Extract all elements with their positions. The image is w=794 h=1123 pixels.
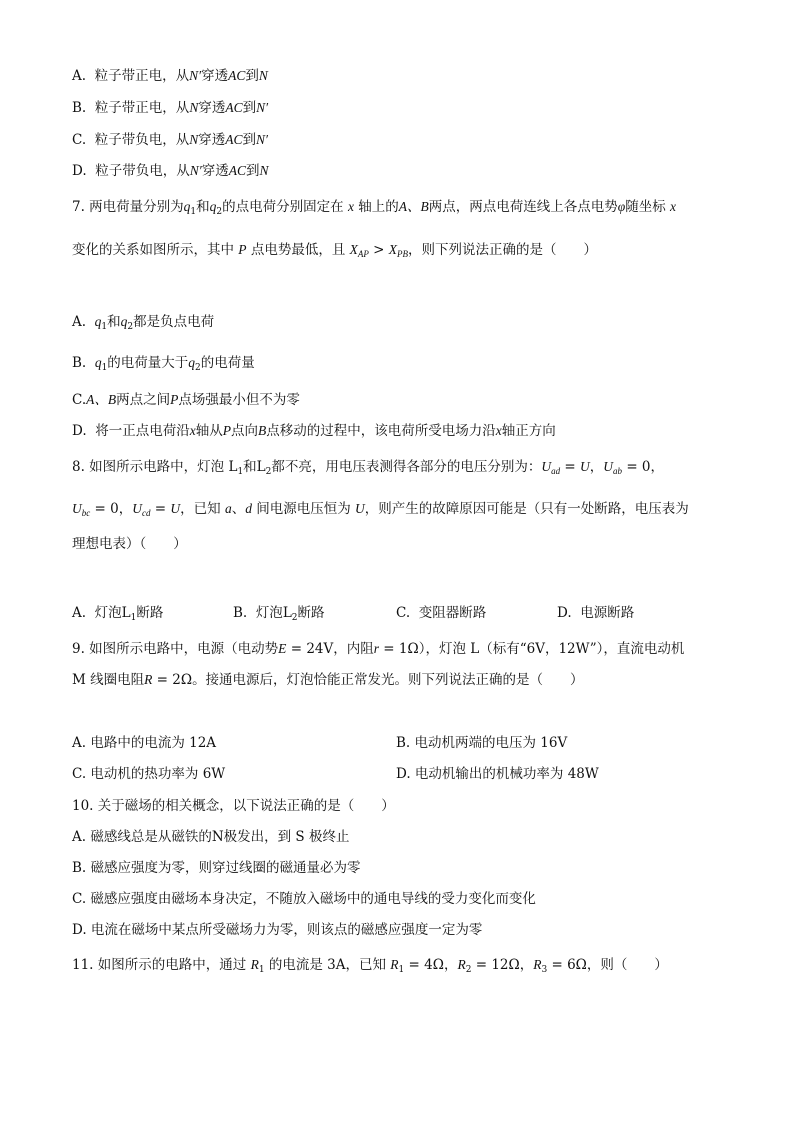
q8-option-d: D. 电源断路 — [557, 605, 635, 621]
q10-option-c: C. 磁感应强度由磁场本身决定，不随放入磁场中的通电导线的受力变化而变化 — [72, 891, 536, 907]
q10-option-a: A. 磁感线总是从磁铁的N极发出，到 S 极终止 — [72, 829, 350, 845]
q8-option-a: A. 灯泡$L_1$断路 — [72, 605, 164, 623]
q7-stem-line2: 变化的关系如图所示，其中 P 点电势最低，且 $X_{AP} > X_{PB}$，则下列说法正确的是（ ） — [72, 242, 598, 259]
q6-option-d: D. 粒子带负电，从N′穿透AC到N — [72, 163, 269, 179]
q8-stem-line3: 理想电表）（ ） — [72, 536, 187, 552]
q8-stem-line1: 8. 如图所示电路中，灯泡 $L_1$和$L_2$都不亮，用电压表测得各部分的电压分别为：$U_{ad} = U$，$U_{ab} = 0$， — [72, 459, 665, 477]
q8-option-c: C. 变阻器断路 — [396, 605, 487, 621]
q9-option-a: A. 电路中的电流为 12A — [72, 735, 217, 751]
q10-option-b: B. 磁感应强度为零，则穿过线圈的磁通量必为零 — [72, 860, 361, 876]
q9-stem-line1: 9. 如图所示电路中，电源（电动势E = 24V，内阻r = 1Ω），灯泡 L（标有“6V，12W”），直流电动机 — [72, 641, 685, 657]
q8-option-b: B. 灯泡$L_2$断路 — [233, 605, 325, 623]
q7-option-c: C.A、B两点之间P点场强最小但不为零 — [72, 392, 300, 408]
q10-option-d: D. 电流在磁场中某点所受磁场力为零，则该点的磁感应强度一定为零 — [72, 922, 483, 938]
q11-stem: 11. 如图所示的电路中，通过 $R_1$ 的电流是 3A，已知 $R_1 = 4\Omega$，$R_2 = 12\Omega$，$R_3 = 6\Omega$，则（ ） — [72, 957, 668, 975]
q10-stem: 10. 关于磁场的相关概念，以下说法正确的是（ ） — [72, 798, 395, 814]
q7-option-a: A. $q_1$和$q_2$都是负点电荷 — [72, 314, 215, 332]
q9-option-c: C. 电动机的热功率为 6W — [72, 766, 226, 782]
q6-option-c: C. 粒子带负电，从N穿透AC到N′ — [72, 132, 268, 148]
q7-option-b: B. $q_1$的电荷量大于$q_2$的电荷量 — [72, 355, 255, 373]
q6-option-a: A. 粒子带正电，从N′穿透AC到N — [72, 68, 268, 84]
q6-option-b: B. 粒子带正电，从N穿透AC到N′ — [72, 100, 269, 116]
q7-option-d: D. 将一正点电荷沿x轴从P点向B点移动的过程中，该电荷所受电场力沿x轴正方向 — [72, 423, 556, 439]
q9-option-d: D. 电动机输出的机械功率为 48W — [396, 766, 599, 782]
q9-stem-line2: M 线圈电阻R = 2Ω。接通电源后，灯泡恰能正常发光。则下列说法正确的是（ ） — [72, 672, 584, 688]
q8-stem-line2: $U_{bc} = 0$，$U_{cd} = U$，已知 a、d 间电源电压恒为 U，则产生的故障原因可能是（只有一处断路，电压表为 — [72, 501, 689, 518]
q9-option-b: B. 电动机两端的电压为 16V — [396, 735, 568, 751]
q7-stem-line1: 7. 两电荷量分别为$q_1$和$q_2$的点电荷分别固定在 x 轴上的A、B两点，两点电荷连线上各点电势φ随坐标 x — [72, 199, 676, 217]
